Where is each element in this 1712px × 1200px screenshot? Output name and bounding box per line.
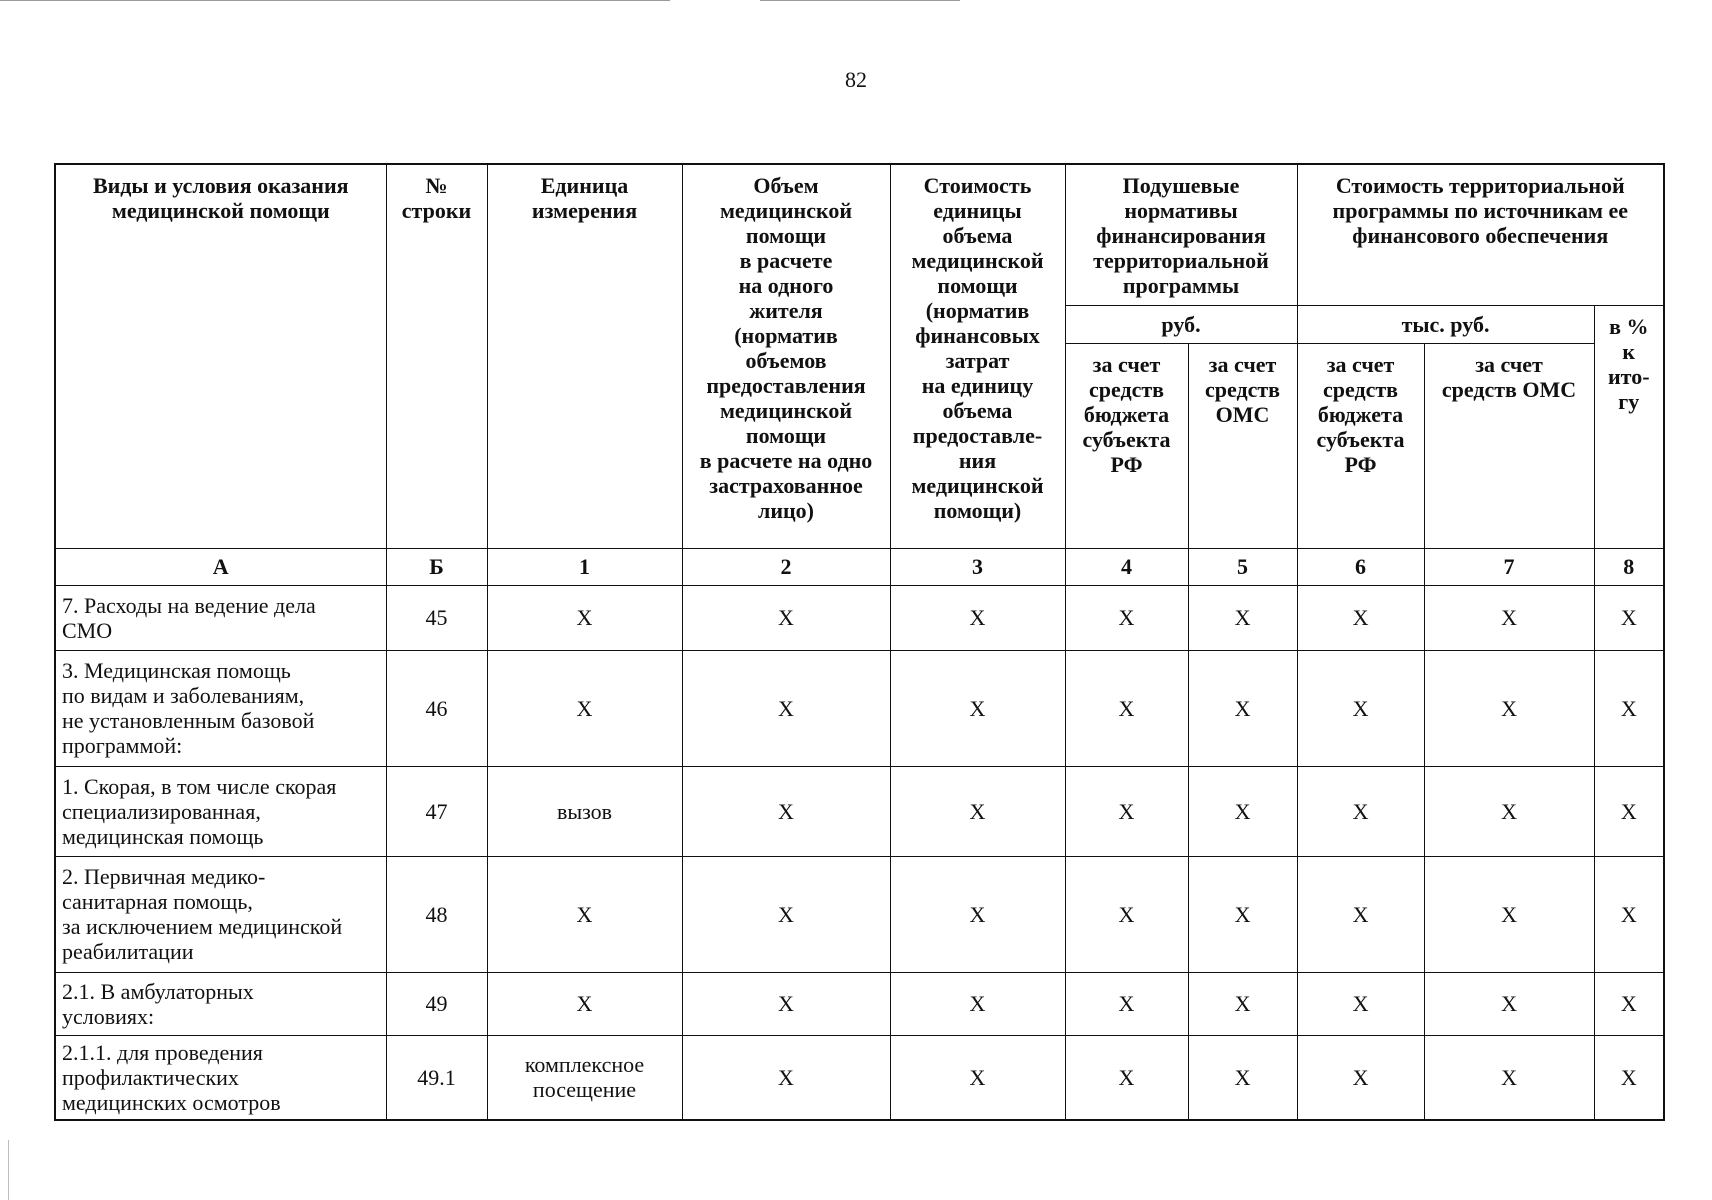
- row-value: Х: [890, 585, 1065, 650]
- normative-table: [54, 163, 1665, 1121]
- scan-artifact-line: [760, 0, 960, 1]
- row-value: Х: [1065, 856, 1188, 972]
- row-number: 45: [386, 585, 487, 650]
- index-cell: Б: [386, 548, 487, 585]
- header-budget-subject-rub: за счет средств бюджета субъекта РФ: [1065, 343, 1188, 548]
- index-cell: 2: [682, 548, 890, 585]
- row-value: Х: [1188, 766, 1297, 856]
- header-unit-cost: Стоимость единицы объема медицинской помощи (норматив финансовых затрат на единицу объема предоставле- ния медицинской помощи): [890, 164, 1065, 548]
- index-cell: 5: [1188, 548, 1297, 585]
- header-volume-per-resident: Объем медицинской помощи в расчете на одного жителя (норматив объемов предоставления медицинской помощи в расчете на одно застрахованное лицо): [682, 164, 890, 548]
- header-budget-subject-thousand: за счет средств бюджета субъекта РФ: [1297, 343, 1424, 548]
- row-value: Х: [890, 972, 1065, 1035]
- row-value: Х: [1297, 766, 1424, 856]
- header-oms-thousand: за счет средств ОМС: [1424, 343, 1594, 548]
- row-value: Х: [682, 766, 890, 856]
- row-unit: комплексное посещение: [487, 1035, 682, 1120]
- row-value: Х: [1065, 1035, 1188, 1120]
- row-description: 2.1. В амбулаторных условиях:: [55, 972, 386, 1035]
- header-percent-of-total: в % к ито- гу: [1594, 305, 1664, 548]
- row-value: Х: [1065, 766, 1188, 856]
- row-value: Х: [682, 1035, 890, 1120]
- row-value: Х: [1297, 856, 1424, 972]
- header-unit: Единица измерения: [487, 164, 682, 548]
- header-per-capita-standards: Подушевые нормативы финансирования территориальной программы: [1065, 164, 1297, 305]
- row-number: 49.1: [386, 1035, 487, 1120]
- row-value: Х: [1594, 650, 1664, 766]
- row-value: Х: [1424, 972, 1594, 1035]
- row-unit: Х: [487, 585, 682, 650]
- row-value: Х: [682, 972, 890, 1035]
- row-number: 49: [386, 972, 487, 1035]
- table-row: [55, 856, 1664, 972]
- row-value: Х: [682, 650, 890, 766]
- row-value: Х: [1297, 972, 1424, 1035]
- row-value: Х: [890, 766, 1065, 856]
- table-row: [55, 585, 1664, 650]
- row-unit: Х: [487, 972, 682, 1035]
- index-cell: 6: [1297, 548, 1424, 585]
- table-row: [55, 650, 1664, 766]
- row-value: Х: [890, 650, 1065, 766]
- header-program-cost: Стоимость территориальной программы по источникам ее финансового обеспечения: [1297, 164, 1664, 305]
- row-value: Х: [1424, 856, 1594, 972]
- row-number: 47: [386, 766, 487, 856]
- row-value: Х: [1424, 766, 1594, 856]
- header-thousand-rub: тыс. руб.: [1297, 305, 1594, 343]
- index-cell: 7: [1424, 548, 1594, 585]
- row-value: Х: [1297, 585, 1424, 650]
- row-unit: Х: [487, 856, 682, 972]
- row-value: Х: [1188, 1035, 1297, 1120]
- row-description: 2.1.1. для проведения профилактических медицинских осмотров: [55, 1035, 386, 1120]
- row-value: Х: [682, 856, 890, 972]
- row-value: Х: [1297, 650, 1424, 766]
- row-number: 48: [386, 856, 487, 972]
- index-cell: 8: [1594, 548, 1664, 585]
- row-value: Х: [1188, 585, 1297, 650]
- row-value: Х: [890, 1035, 1065, 1120]
- row-value: Х: [1594, 766, 1664, 856]
- header-oms-rub: за счет средств ОМС: [1188, 343, 1297, 548]
- index-cell: 3: [890, 548, 1065, 585]
- header-row-number: № строки: [386, 164, 487, 548]
- table-row: [55, 972, 1664, 1035]
- row-value: Х: [1424, 1035, 1594, 1120]
- header-types-and-conditions: Виды и условия оказания медицинской помощи: [55, 164, 386, 548]
- page-number: 82: [845, 67, 867, 92]
- row-value: Х: [890, 856, 1065, 972]
- header-rub: руб.: [1065, 305, 1297, 343]
- row-value: Х: [1188, 650, 1297, 766]
- row-value: Х: [682, 585, 890, 650]
- row-value: Х: [1594, 1035, 1664, 1120]
- row-value: Х: [1065, 972, 1188, 1035]
- row-value: Х: [1188, 856, 1297, 972]
- index-cell: 1: [487, 548, 682, 585]
- row-unit: вызов: [487, 766, 682, 856]
- row-number: 46: [386, 650, 487, 766]
- index-cell: А: [55, 548, 386, 585]
- scan-artifact-line: [0, 0, 670, 1]
- row-value: Х: [1297, 1035, 1424, 1120]
- table-row: [55, 1035, 1664, 1120]
- row-value: Х: [1594, 585, 1664, 650]
- row-unit: Х: [487, 650, 682, 766]
- row-value: Х: [1594, 856, 1664, 972]
- row-value: Х: [1594, 972, 1664, 1035]
- row-value: Х: [1424, 650, 1594, 766]
- row-description: 2. Первичная медико- санитарная помощь, за исключением медицинской реабилитации: [55, 856, 386, 972]
- table-row: [55, 766, 1664, 856]
- index-cell: 4: [1065, 548, 1188, 585]
- row-value: Х: [1065, 585, 1188, 650]
- row-description: 1. Скорая, в том числе скорая специализированная, медицинская помощь: [55, 766, 386, 856]
- row-value: Х: [1065, 650, 1188, 766]
- row-value: Х: [1188, 972, 1297, 1035]
- row-description: 3. Медицинская помощь по видам и заболеваниям, не установленным базовой программой:: [55, 650, 386, 766]
- row-description: 7. Расходы на ведение дела СМО: [55, 585, 386, 650]
- row-value: Х: [1424, 585, 1594, 650]
- scan-artifact-edge: [8, 1140, 9, 1200]
